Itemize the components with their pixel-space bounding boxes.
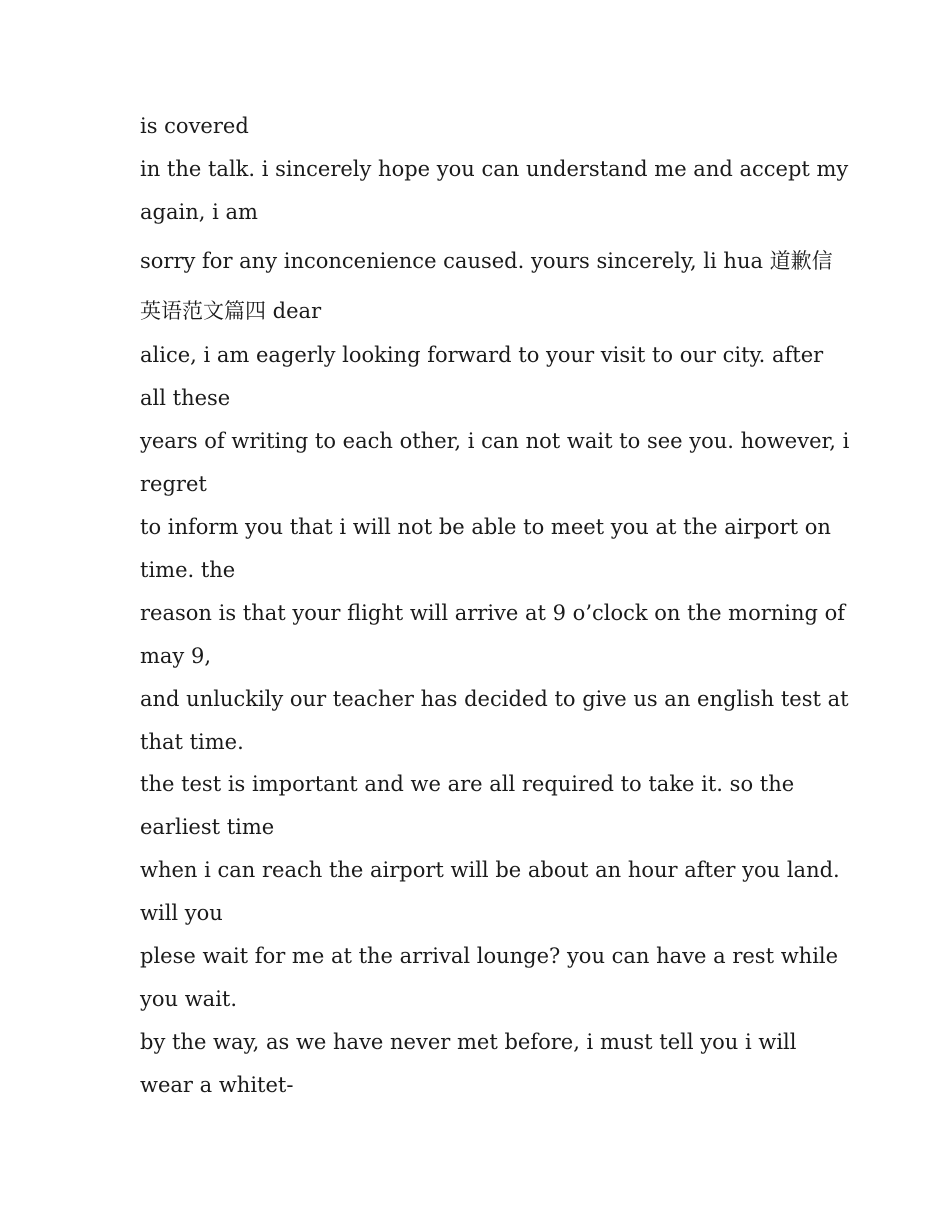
text-line: time. the <box>140 558 236 582</box>
text-line: earliest time <box>140 815 275 839</box>
text-line: alice, i am eagerly looking forward to your visit to our city. after <box>140 343 824 367</box>
text-line: years of writing to each other, i can not wait to see you. however, i <box>140 429 850 453</box>
text-line: that time. <box>140 730 244 754</box>
text-line: by the way, as we have never met before, i must tell you i will <box>140 1030 797 1054</box>
text-line: 英语范文篇四 dear <box>140 299 322 323</box>
text-line: will you <box>140 901 223 925</box>
text-line: regret <box>140 472 207 496</box>
text-line: wear a whitet- <box>140 1073 294 1097</box>
text-line: and unluckily our teacher has decided to give us an english test at <box>140 687 849 711</box>
text-line: is covered <box>140 114 249 138</box>
text-line: reason is that your flight will arrive at 9 o’clock on the morning of <box>140 601 846 625</box>
text-line: when i can reach the airport will be about an hour after you land. <box>140 858 840 882</box>
text-line: in the talk. i sincerely hope you can understand me and accept my <box>140 157 849 181</box>
text-line: again, i am <box>140 200 258 224</box>
text-line: the test is important and we are all required to take it. so the <box>140 772 795 796</box>
text-line: sorry for any inconcenience caused. yours sincerely, li hua 道歉信 <box>140 249 833 273</box>
text-line: may 9, <box>140 644 212 668</box>
text-line: you wait. <box>140 987 238 1011</box>
text-line: plese wait for me at the arrival lounge? you can have a rest while <box>140 944 839 968</box>
text-line: all these <box>140 386 231 410</box>
text-line: to inform you that i will not be able to meet you at the airport on <box>140 515 831 539</box>
